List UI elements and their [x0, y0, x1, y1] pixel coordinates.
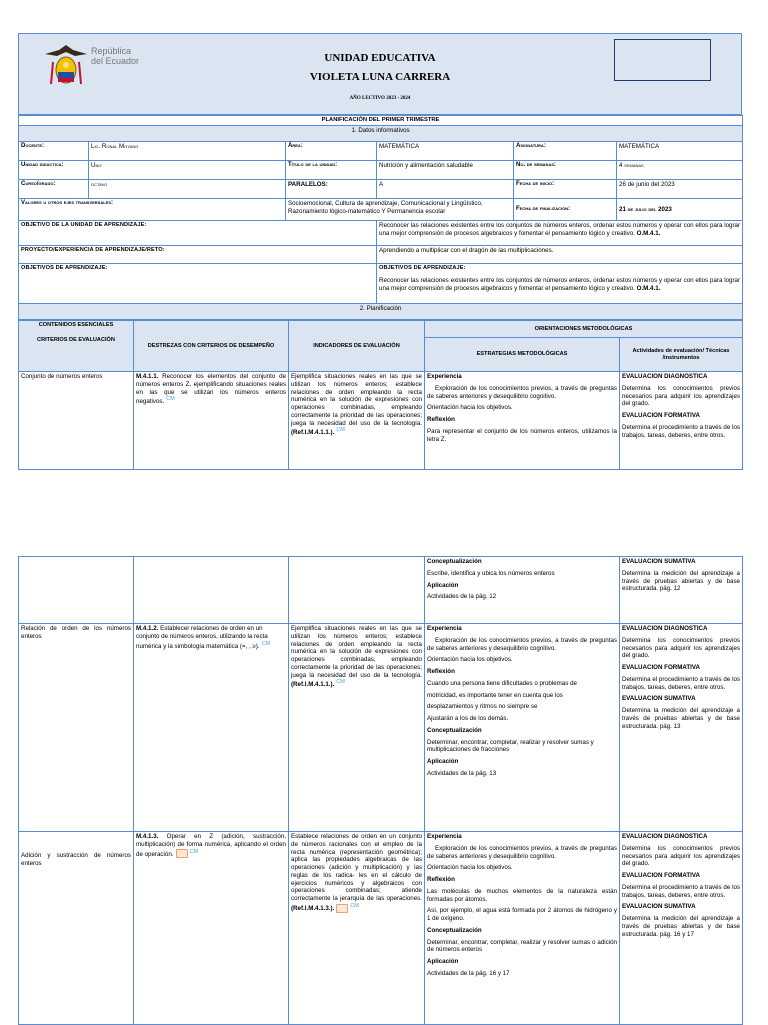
- reflexion-text: Para representar el conjunto de los números enteros, utilizamos la letra Z.: [427, 427, 617, 443]
- eval-diag-label: EVALUACION DIAGNOSTICA: [622, 625, 708, 632]
- eval-form-label: EVALUACION FORMATIVA: [622, 664, 701, 671]
- reflexion-line-3: desplazamientos y ritmos no siempre se: [427, 703, 538, 711]
- experiencia-label: Experiencia: [427, 833, 462, 840]
- aplicacion-text: Actividades de la pág. 12: [427, 593, 497, 601]
- row3-contenido: Adición y sustracción de números enteros: [19, 832, 134, 1025]
- fin-value: 21 de julio del 2023: [617, 199, 743, 221]
- valores-label: Valores u otros ejes transversales:: [19, 199, 286, 221]
- cm-icon: CM: [189, 848, 199, 855]
- orientacion-text: Orientación hacia los objetivos.: [427, 404, 513, 412]
- conceptualizacion-label: Conceptualización: [427, 926, 482, 934]
- eval-form-label: EVALUACION FORMATIVA: [622, 412, 701, 420]
- row1b-contenido: [19, 557, 134, 624]
- actividades-header: Actividades de evaluación/ Técnicas /instrumentos: [620, 338, 743, 372]
- aplicacion-label: Aplicación: [427, 958, 459, 965]
- conceptualizacion-text: Escribe, identifica y ubica los números enteros: [427, 569, 555, 577]
- fin-label: Fecha de finalización:: [514, 199, 617, 221]
- unidad-label: Unidad didáctica:: [19, 161, 89, 180]
- reflexion-label: Reflexión: [427, 668, 455, 675]
- experiencia-label: Experiencia: [427, 625, 462, 632]
- republic-line2: del Ecuador: [91, 56, 140, 67]
- titulo-value: Nutrición y alimentación saludable: [377, 161, 514, 180]
- proyecto-label: PROYECTO/EXPERIENCIA DE APRENDIZAJE/RETO:: [19, 246, 377, 264]
- titulo-label: Título de la unidad:: [286, 161, 377, 180]
- presentation-icon: [176, 849, 188, 858]
- reflexion-line-4: Ajustarán a los de los demás.: [427, 715, 509, 722]
- row2-destreza-code: M.4.1.2.: [136, 625, 159, 632]
- reflexion-line-2: Así, por ejemplo, el agua está formada por 2 átomos de hidrógeno y 1 de oxígeno.: [427, 907, 617, 922]
- docente-value: Lic. Ronal Moyano: [89, 142, 286, 161]
- row1-indicador-ref: (Ref.I.M.4.1.1.).: [291, 429, 335, 437]
- page-1: [18, 33, 742, 508]
- row2-destreza: [134, 624, 289, 832]
- paralelos-value: A: [377, 180, 514, 199]
- conceptualizacion-text: Determinar, encontrar, completar, realizar y resolver sumas y multiplicaciones de fracciones: [427, 738, 594, 754]
- objetivo-unidad-code: O.M.4.1.: [636, 229, 661, 237]
- objetivos-code: O.M.4.1.: [636, 284, 661, 292]
- section-planificacion: 2. Planificación: [19, 304, 743, 320]
- reflexion-line-2: motricidad, es importante tener en cuenta que los: [427, 691, 563, 699]
- aplicacion-text: Actividades de la pág. 16 y 17: [427, 969, 510, 977]
- row2-indicador: [289, 624, 425, 832]
- row3-estrategias: [425, 832, 620, 1025]
- info-table: [18, 115, 743, 320]
- contenidos-label: CONTENIDOS ESENCIALES: [38, 322, 114, 329]
- presentation-icon: [336, 904, 348, 913]
- conceptualizacion-label: Conceptualización: [427, 558, 482, 565]
- eval-diag-label: EVALUACION DIAGNOSTICA: [622, 833, 708, 840]
- row1-destreza-code: M.4.1.1.: [136, 373, 159, 381]
- school-name-line2: VIOLETA LUNA CARRERA: [309, 70, 451, 83]
- eval-sum-label: EVALUACION SUMATIVA: [622, 695, 696, 703]
- blank-box: [614, 39, 711, 81]
- eval-sum-text: Determina la medición del aprendizaje a través de pruebas abiertas y de base estructurada. pág. 16 y 17: [622, 915, 740, 938]
- exploracion-text: Exploración de los conocimientos previos, a través de preguntas de saberes anteriores y desequilibrio cognitivo.: [427, 636, 617, 652]
- objetivos-cell: [377, 264, 743, 304]
- indicadores-header: INDICADORES DE EVALUACIÓN: [289, 321, 425, 372]
- paralelos-label: PARALELOS:: [286, 180, 377, 199]
- eval-diag-text: Determina los conocimientos previos necesarios para adquirir los aprendizajes del grado.: [622, 636, 740, 660]
- estrategias-header: ESTRATEGIAS METODOLÓGICAS: [425, 338, 620, 372]
- cm-icon: CM: [350, 902, 359, 909]
- row1b-estrategias: [425, 557, 620, 624]
- reflexion-line-1: Cuando una persona tiene dificultades o problemas de: [427, 679, 577, 687]
- eval-sum-label: EVALUACION SUMATIVA: [622, 558, 696, 565]
- eval-form-label: EVALUACION FORMATIVA: [622, 872, 701, 879]
- section-datos: 1. Datos informativos: [19, 126, 743, 142]
- objetivo-unidad-label: OBJETIVO DE LA UNIDAD DE APRENDIZAJE:: [19, 221, 377, 246]
- aplicacion-text: Actividades de la pág. 13: [427, 769, 497, 777]
- eval-form-text: Determina el procedimiento a través de los trabajos, tareas, deberes, entre otros.: [622, 675, 740, 691]
- asignatura-value: MATEMÁTICA: [617, 142, 743, 161]
- semanas-label: No. de semanas:: [514, 161, 617, 180]
- row1-estrategias: [425, 372, 620, 470]
- curso-value: octavo: [89, 180, 286, 199]
- criterios-label: CRITERIOS DE EVALUACIÓN: [37, 337, 115, 344]
- row2-destreza-text: Establecer relaciones de orden en un conjunto de números enteros, utilizando la recta numérica y la simbología matemática (=, , ≥).: [136, 625, 268, 650]
- cm-icon: CM: [166, 396, 175, 403]
- eval-diag-text: Determina los conocimientos previos necesarios para adquirir los aprendizajes del grado.: [622, 384, 741, 408]
- republic-line1: República: [91, 46, 132, 56]
- row1-destreza: [134, 372, 289, 470]
- row1b-destreza: [134, 557, 289, 624]
- row3-evaluacion: [620, 832, 743, 1025]
- eval-diag-text: Determina los conocimientos previos necesarios para adquirir los aprendizajes del grado.: [622, 844, 740, 868]
- curso-label: Curso/grado:: [19, 180, 89, 199]
- area-value: MATEMÁTICA: [377, 142, 514, 161]
- reflexion-label: Reflexión: [427, 416, 455, 424]
- cm-icon: CM: [336, 679, 345, 686]
- header-table: [18, 33, 742, 115]
- row1-indicador: [289, 372, 425, 470]
- row1-indicador-text: Ejemplifica situaciones reales en las que se utilizan los números enteros; establece relaciones de orden empleando la recta numérica en la solución de expresiones con operaciones combinadas, empleando correctamente la prioridad de las operaciones; juega la necesidad del uso de la tecnología.: [291, 373, 422, 427]
- row2-estrategias: [425, 624, 620, 832]
- row3-destreza-code: M.4.1.3.: [136, 833, 159, 840]
- row1-evaluacion: [620, 372, 743, 470]
- unidad-value: Uno: [89, 161, 286, 180]
- objetivo-unidad-text: Reconocer las relaciones existentes entre los conjuntos de números enteros, ordenar estos números y operar con ellos para lograr una mejor comprensión de procesos algebraicos y fomentar el pensamiento lógico y creativo.: [379, 222, 741, 237]
- objetivos-text: Reconocer las relaciones existentes entre los conjuntos de números enteros, ordenar estos números y operar con ellos para lograr una mejor comprensión de procesos algebraicos y fomentar el pensamiento lógico y creativo.: [379, 277, 741, 292]
- row2-indicador-text: Ejemplifica situaciones reales en las que se utilizan los números enteros; establece relaciones de orden empleando la recta numérica en la solución de expresiones con operaciones combinadas, empleando correctamente la prioridad de las operaciones; juega la necesidad del uso de la tecnología.: [291, 625, 422, 679]
- eval-form-text: Determina el procedimiento a través de los trabajos, tareas, deberes, entre otros.: [622, 423, 741, 439]
- reflexion-label: Reflexión: [427, 876, 455, 883]
- semanas-value: 4 semanas: [617, 161, 743, 180]
- cm-icon: CM: [261, 640, 271, 647]
- orientacion-text: Orientación hacia los objetivos.: [427, 656, 513, 664]
- page-2: [18, 556, 742, 1024]
- eval-sum-label: EVALUACION SUMATIVA: [622, 903, 696, 911]
- eval-sum-text: Determina la medición del aprendizaje a través de pruebas abiertas y de base estructurada. pág. 12: [622, 569, 740, 593]
- eval-sum-text: Determina la medición del aprendizaje a través de pruebas abiertas y de base estructurada. pág. 13: [622, 707, 740, 730]
- aplicacion-label: Aplicación: [427, 758, 459, 765]
- row2-indicador-ref: (Ref.I.M.4.1.1.).: [291, 681, 335, 689]
- coat-of-arms-icon: [43, 42, 89, 90]
- inicio-label: Fecha de inicio:: [514, 180, 617, 199]
- exploracion-text: Exploración de los conocimientos previos, a través de preguntas de saberes anteriores y desequilibrio cognitivo.: [427, 844, 617, 860]
- exploracion-text: Exploración de los conocimientos previos, a través de preguntas de saberes anteriores y desequilibrio cognitivo.: [427, 384, 617, 400]
- ecuador-logo: [43, 42, 153, 90]
- row1b-evaluacion: [620, 557, 743, 624]
- row3-indicador: [289, 832, 425, 1025]
- plan-table-2: [18, 556, 743, 1025]
- contenidos-header: [19, 321, 134, 372]
- row1-contenido: Conjunto de números enteros: [19, 372, 134, 470]
- plan-title: PLANIFICACIÓN DEL PRIMER TRIMESTRE: [19, 116, 743, 126]
- row3-destreza-text: Operar en Z (adición, sustracción, multiplicación) de forma numérica, aplicando el orden de operación.: [136, 833, 286, 858]
- row2-evaluacion: [620, 624, 743, 832]
- inicio-value: 26 de junio del 2023: [617, 180, 743, 199]
- row1b-indicador: [289, 557, 425, 624]
- aplicacion-label: Aplicación: [427, 581, 459, 589]
- row2-contenido: Relación de orden de los números enteros: [19, 624, 134, 832]
- objetivos-sublabel: OBJETIVOS DE APRENDIZAJE:: [379, 265, 466, 272]
- destrezas-header: DESTREZAS CON CRITERIOS DE DESEMPEÑO: [134, 321, 289, 372]
- conceptualizacion-text: Determinar, encontrar, completar, realizar y resolver sumas o adición de números enteros: [427, 938, 617, 954]
- experiencia-label: Experiencia: [427, 373, 462, 381]
- row3-indicador-ref: (Ref.I.M.4.1.3.).: [291, 904, 335, 912]
- docente-label: Docente:: [19, 142, 89, 161]
- eval-form-text: Determina el procedimiento a través de los trabajos, tareas, deberes, entre otros.: [622, 883, 740, 899]
- asignatura-label: Asignatura:: [514, 142, 617, 161]
- row3-destreza: [134, 832, 289, 1025]
- school-name-line1: UNIDAD EDUCATIVA: [324, 52, 436, 64]
- cm-icon: CM: [336, 427, 345, 434]
- school-year: AÑO LECTIVO 2023 - 2024: [349, 95, 411, 101]
- row3-indicador-text: Establece relaciones de orden en un conjunto de números racionales con el empleo de la recta numérica (representación geométrica); aplica las propiedades algebraicas de las operaciones (adición y multiplicación) y las reglas de los radica- les en el cálculo de ejercicios numéricos y algebraicos con operaciones combinadas; atiende correctamente la jerarquía de las operaciones.: [291, 833, 422, 902]
- reflexion-line-1: Las moléculas de muchos elementos de la naturaleza están formadas por átomos.: [427, 887, 617, 903]
- letterhead: [19, 34, 742, 115]
- valores-value: Socioemocional, Cultura de aprendizaje, Comunicacional y Lingüístico, Razonamiento lógico-matemático Y Permanencia escolar: [286, 199, 514, 221]
- conceptualizacion-label: Conceptualización: [427, 726, 482, 734]
- eval-diag-label: EVALUACION DIAGNOSTICA: [622, 373, 708, 381]
- proyecto-value: Aprendiendo a multiplicar con el dragón de las multiplicaciones.: [377, 246, 743, 264]
- area-label: Área:: [286, 142, 377, 161]
- orientacion-text: Orientación hacia los objetivos.: [427, 864, 513, 872]
- orientaciones-header: ORIENTACIONES METODOLÓGICAS: [425, 321, 743, 338]
- row1-destreza-text: Reconocer los elementos del conjunto de números enteros Z, ejemplificando situaciones reales en las que se utilizan los números enteros negativos.: [136, 373, 286, 406]
- objetivo-unidad-cell: [377, 221, 743, 246]
- plan-table-1: [18, 320, 743, 470]
- objetivos-label: OBJETIVOS DE APRENDIZAJE:: [19, 264, 377, 304]
